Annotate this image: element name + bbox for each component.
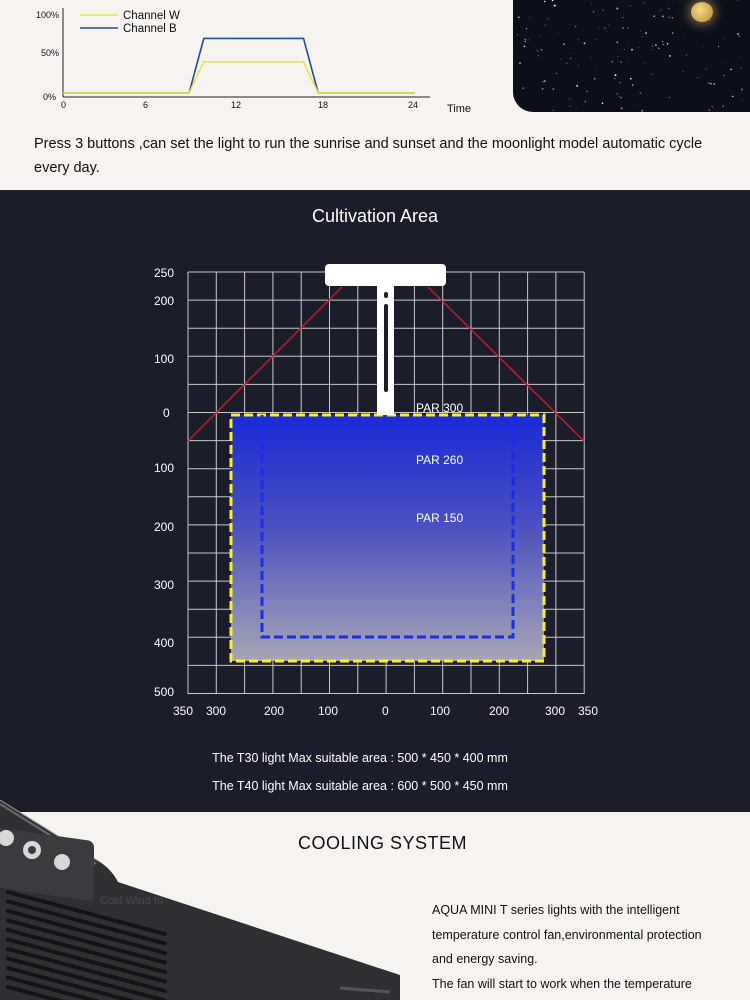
par-300-label: PAR 300 <box>416 401 464 415</box>
y-label: 200 <box>154 294 175 308</box>
device-body <box>0 800 400 1000</box>
y-label: 500 <box>154 685 175 699</box>
cooling-line: temperature control fan,environmental protection <box>432 927 702 942</box>
x-axis-label: Time <box>447 103 472 115</box>
y-label: 400 <box>154 636 175 650</box>
cooling-line: The fan will start to work when the temperature <box>432 976 692 991</box>
lamp-head <box>325 264 446 286</box>
x-tick-label: 6 <box>143 100 149 110</box>
x-tick-label: 0 <box>61 100 67 110</box>
device-label: Cold Wind In <box>100 895 163 907</box>
x-label: 100 <box>430 704 451 718</box>
par-area-fill <box>231 415 544 661</box>
y-label: 200 <box>154 520 175 534</box>
x-label: 100 <box>318 704 339 718</box>
y-tick-label: 0% <box>43 92 57 102</box>
legend-label: Channel B <box>123 23 177 35</box>
x-tick-label: 18 <box>318 100 329 110</box>
spec-t40: The T40 light Max suitable area : 600 * 500 * 450 mm <box>212 779 508 793</box>
par-150-label: PAR 150 <box>416 511 464 525</box>
y-label: 0 <box>163 406 170 420</box>
device-image <box>0 800 400 1000</box>
x-label: 200 <box>489 704 510 718</box>
x-label: 350 <box>578 704 599 718</box>
button-icon <box>54 854 70 870</box>
y-label: 300 <box>154 578 175 592</box>
y-tick-label: 100% <box>36 10 60 20</box>
lamp-slot <box>384 304 388 392</box>
x-label: 350 <box>173 704 194 718</box>
y-label: 100 <box>154 461 175 475</box>
x-label: 200 <box>264 704 285 718</box>
x-label: 300 <box>545 704 566 718</box>
lamp-slot <box>384 292 388 298</box>
y-tick-label: 50% <box>41 48 60 58</box>
x-tick-label: 12 <box>231 100 242 110</box>
cooling-line: and energy saving. <box>432 952 538 966</box>
cooling-line: AQUA MINI T series lights with the intelligent <box>432 903 680 917</box>
cultivation-title: Cultivation Area <box>311 206 439 226</box>
schedule-description: Press 3 buttons ,can set the light to run the sunrise and sunset and the moonlight model automatic cycle every day. <box>34 136 703 176</box>
x-label: 0 <box>382 704 389 718</box>
legend-label: Channel W <box>123 10 180 22</box>
spec-t30: The T30 light Max suitable area : 500 * 450 * 400 mm <box>212 751 508 765</box>
y-label: 250 <box>154 266 175 280</box>
x-label: 300 <box>206 704 227 718</box>
y-label: 100 <box>154 352 175 366</box>
cooling-description <box>432 898 732 996</box>
cooling-title: COOLING SYSTEM <box>297 833 468 853</box>
x-tick-label: 24 <box>408 100 419 110</box>
par-260-label: PAR 260 <box>416 453 464 467</box>
